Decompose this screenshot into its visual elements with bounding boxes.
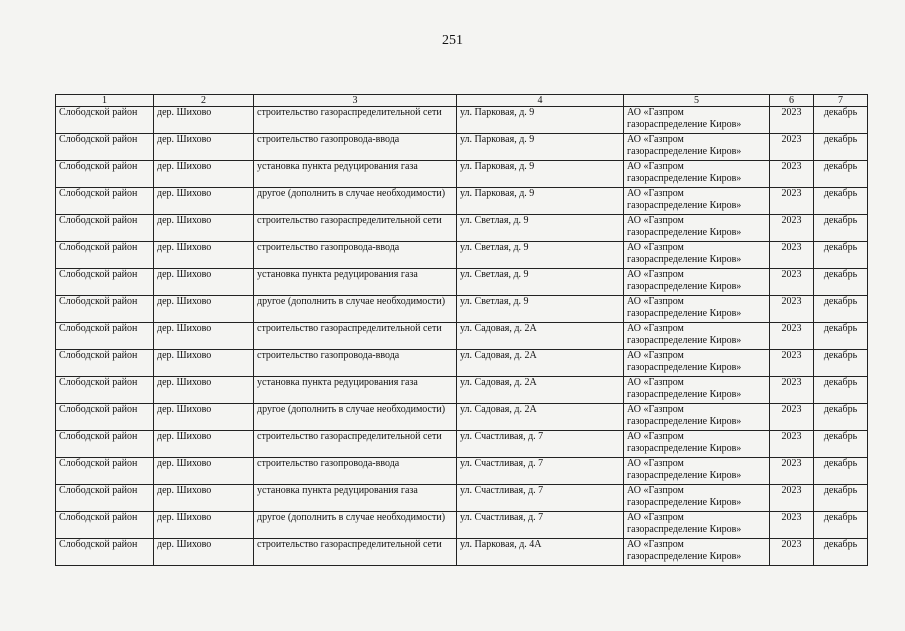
cell-district: Слободской район [56, 242, 154, 269]
cell-year: 2023 [770, 539, 814, 566]
cell-work-type: строительство газораспределительной сети [254, 539, 457, 566]
cell-settlement: дер. Шихово [154, 269, 254, 296]
header-row [56, 95, 868, 107]
cell-settlement: дер. Шихово [154, 404, 254, 431]
cell-year: 2023 [770, 188, 814, 215]
table-row [56, 188, 868, 215]
cell-settlement: дер. Шихово [154, 107, 254, 134]
cell-organization: АО «Газпром газораспределение Киров» [624, 242, 770, 269]
cell-work-type: установка пункта редуцирования газа [254, 377, 457, 404]
cell-year: 2023 [770, 485, 814, 512]
cell-year: 2023 [770, 512, 814, 539]
cell-settlement: дер. Шихово [154, 134, 254, 161]
table-row [56, 458, 868, 485]
cell-organization: АО «Газпром газораспределение Киров» [624, 485, 770, 512]
table-row [56, 242, 868, 269]
cell-month: декабрь [814, 215, 868, 242]
cell-address: ул. Парковая, д. 9 [457, 161, 624, 188]
cell-year: 2023 [770, 161, 814, 188]
cell-organization: АО «Газпром газораспределение Киров» [624, 107, 770, 134]
cell-settlement: дер. Шихово [154, 377, 254, 404]
col-header-2: 2 [154, 95, 254, 107]
cell-district: Слободской район [56, 404, 154, 431]
cell-district: Слободской район [56, 134, 154, 161]
cell-year: 2023 [770, 458, 814, 485]
cell-month: декабрь [814, 539, 868, 566]
table-row [56, 377, 868, 404]
cell-work-type: строительство газопровода-ввода [254, 134, 457, 161]
cell-work-type: строительство газораспределительной сети [254, 215, 457, 242]
cell-year: 2023 [770, 377, 814, 404]
cell-organization: АО «Газпром газораспределение Киров» [624, 134, 770, 161]
cell-district: Слободской район [56, 431, 154, 458]
cell-work-type: строительство газопровода-ввода [254, 350, 457, 377]
cell-address: ул. Садовая, д. 2А [457, 404, 624, 431]
cell-work-type: строительство газораспределительной сети [254, 431, 457, 458]
cell-month: декабрь [814, 350, 868, 377]
cell-organization: АО «Газпром газораспределение Киров» [624, 215, 770, 242]
cell-district: Слободской район [56, 296, 154, 323]
col-header-4: 4 [457, 95, 624, 107]
cell-year: 2023 [770, 431, 814, 458]
cell-organization: АО «Газпром газораспределение Киров» [624, 539, 770, 566]
cell-work-type: установка пункта редуцирования газа [254, 485, 457, 512]
cell-year: 2023 [770, 242, 814, 269]
cell-address: ул. Светлая, д. 9 [457, 269, 624, 296]
cell-address: ул. Парковая, д. 9 [457, 134, 624, 161]
cell-month: декабрь [814, 188, 868, 215]
col-header-5: 5 [624, 95, 770, 107]
cell-address: ул. Счастливая, д. 7 [457, 431, 624, 458]
cell-address: ул. Светлая, д. 9 [457, 242, 624, 269]
works-table [55, 94, 868, 566]
cell-work-type: строительство газораспределительной сети [254, 107, 457, 134]
table-row [56, 161, 868, 188]
cell-organization: АО «Газпром газораспределение Киров» [624, 188, 770, 215]
cell-work-type: строительство газораспределительной сети [254, 323, 457, 350]
table-row [56, 296, 868, 323]
cell-settlement: дер. Шихово [154, 350, 254, 377]
cell-settlement: дер. Шихово [154, 458, 254, 485]
cell-address: ул. Садовая, д. 2А [457, 377, 624, 404]
cell-work-type: другое (дополнить в случае необходимости) [254, 296, 457, 323]
cell-work-type: другое (дополнить в случае необходимости) [254, 188, 457, 215]
cell-district: Слободской район [56, 512, 154, 539]
col-header-6: 6 [770, 95, 814, 107]
cell-settlement: дер. Шихово [154, 323, 254, 350]
cell-district: Слободской район [56, 323, 154, 350]
cell-year: 2023 [770, 269, 814, 296]
cell-month: декабрь [814, 323, 868, 350]
table-row [56, 404, 868, 431]
cell-district: Слободской район [56, 485, 154, 512]
cell-district: Слободской район [56, 458, 154, 485]
cell-address: ул. Садовая, д. 2А [457, 350, 624, 377]
cell-year: 2023 [770, 323, 814, 350]
cell-address: ул. Парковая, д. 9 [457, 188, 624, 215]
cell-month: декабрь [814, 161, 868, 188]
cell-organization: АО «Газпром газораспределение Киров» [624, 350, 770, 377]
cell-month: декабрь [814, 485, 868, 512]
cell-month: декабрь [814, 269, 868, 296]
cell-work-type: строительство газопровода-ввода [254, 458, 457, 485]
cell-district: Слободской район [56, 188, 154, 215]
page-number: 251 [442, 33, 463, 48]
cell-address: ул. Светлая, д. 9 [457, 215, 624, 242]
cell-address: ул. Садовая, д. 2А [457, 323, 624, 350]
cell-settlement: дер. Шихово [154, 188, 254, 215]
cell-settlement: дер. Шихово [154, 215, 254, 242]
cell-work-type: установка пункта редуцирования газа [254, 269, 457, 296]
cell-month: декабрь [814, 242, 868, 269]
cell-month: декабрь [814, 404, 868, 431]
cell-organization: АО «Газпром газораспределение Киров» [624, 431, 770, 458]
cell-district: Слободской район [56, 215, 154, 242]
cell-work-type: другое (дополнить в случае необходимости) [254, 404, 457, 431]
cell-address: ул. Счастливая, д. 7 [457, 512, 624, 539]
cell-address: ул. Парковая, д. 9 [457, 107, 624, 134]
cell-organization: АО «Газпром газораспределение Киров» [624, 161, 770, 188]
cell-address: ул. Парковая, д. 4А [457, 539, 624, 566]
cell-district: Слободской район [56, 377, 154, 404]
cell-organization: АО «Газпром газораспределение Киров» [624, 323, 770, 350]
cell-work-type: другое (дополнить в случае необходимости) [254, 512, 457, 539]
cell-address: ул. Счастливая, д. 7 [457, 458, 624, 485]
table-row [56, 215, 868, 242]
cell-year: 2023 [770, 296, 814, 323]
table-row [56, 512, 868, 539]
table-body [56, 107, 868, 566]
cell-district: Слободской район [56, 350, 154, 377]
cell-month: декабрь [814, 431, 868, 458]
cell-year: 2023 [770, 215, 814, 242]
cell-address: ул. Счастливая, д. 7 [457, 485, 624, 512]
table-row [56, 134, 868, 161]
cell-month: декабрь [814, 134, 868, 161]
cell-settlement: дер. Шихово [154, 485, 254, 512]
cell-year: 2023 [770, 404, 814, 431]
cell-settlement: дер. Шихово [154, 242, 254, 269]
table-row [56, 485, 868, 512]
col-header-1: 1 [56, 95, 154, 107]
cell-district: Слободской район [56, 539, 154, 566]
table-row [56, 269, 868, 296]
table-row [56, 350, 868, 377]
cell-organization: АО «Газпром газораспределение Киров» [624, 458, 770, 485]
cell-settlement: дер. Шихово [154, 431, 254, 458]
cell-month: декабрь [814, 377, 868, 404]
table-row [56, 431, 868, 458]
cell-organization: АО «Газпром газораспределение Киров» [624, 404, 770, 431]
cell-organization: АО «Газпром газораспределение Киров» [624, 377, 770, 404]
cell-year: 2023 [770, 107, 814, 134]
cell-year: 2023 [770, 350, 814, 377]
cell-settlement: дер. Шихово [154, 296, 254, 323]
cell-settlement: дер. Шихово [154, 512, 254, 539]
cell-month: декабрь [814, 107, 868, 134]
cell-organization: АО «Газпром газораспределение Киров» [624, 512, 770, 539]
cell-work-type: установка пункта редуцирования газа [254, 161, 457, 188]
cell-address: ул. Светлая, д. 9 [457, 296, 624, 323]
cell-settlement: дер. Шихово [154, 161, 254, 188]
cell-month: декабрь [814, 296, 868, 323]
col-header-3: 3 [254, 95, 457, 107]
cell-work-type: строительство газопровода-ввода [254, 242, 457, 269]
cell-year: 2023 [770, 134, 814, 161]
table-row [56, 323, 868, 350]
cell-organization: АО «Газпром газораспределение Киров» [624, 296, 770, 323]
cell-settlement: дер. Шихово [154, 539, 254, 566]
col-header-7: 7 [814, 95, 868, 107]
cell-district: Слободской район [56, 107, 154, 134]
cell-district: Слободской район [56, 161, 154, 188]
cell-organization: АО «Газпром газораспределение Киров» [624, 269, 770, 296]
table-row [56, 539, 868, 566]
table-row [56, 107, 868, 134]
cell-month: декабрь [814, 512, 868, 539]
cell-month: декабрь [814, 458, 868, 485]
cell-district: Слободской район [56, 269, 154, 296]
